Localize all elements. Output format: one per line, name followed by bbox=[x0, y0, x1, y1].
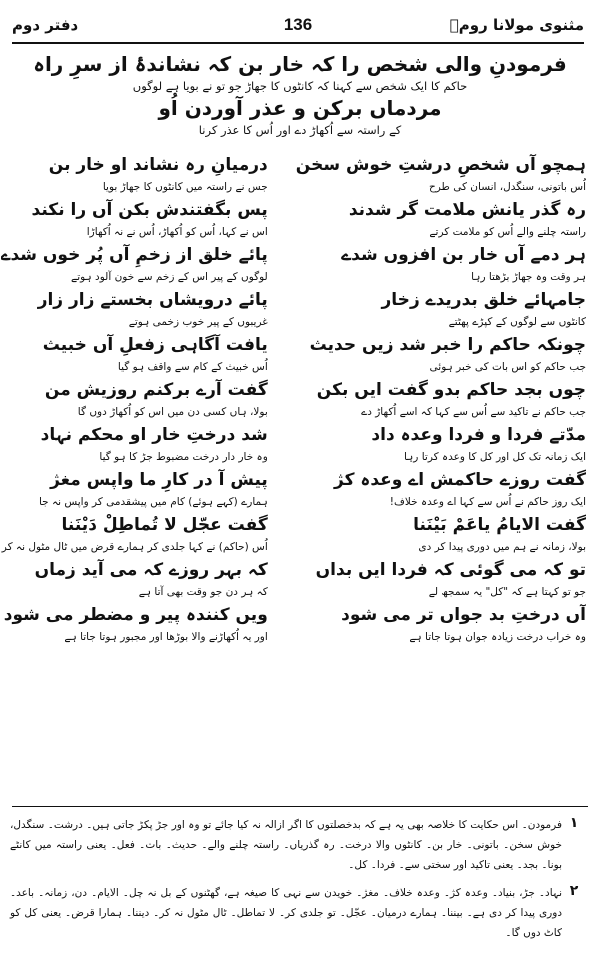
persian-verse: ہمچو آں شخصِ درشتِ خوش سخن bbox=[295, 155, 586, 175]
right-column bbox=[296, 152, 586, 647]
page-number: 136 bbox=[283, 15, 313, 34]
urdu-translation: اس نے کہا، اُس کو اُکھاڑ، اُس نے نہ اُکھاڑا bbox=[86, 226, 268, 238]
urdu-translation: اُس خبیث کے کام سے واقف ہو گیا bbox=[117, 361, 268, 373]
urdu-translation: وہ خار دار درخت مضبوط جڑ کا ہو گیا bbox=[99, 451, 268, 463]
persian-verse: پس بگفتندش بکن آں را نکند bbox=[31, 200, 268, 220]
urdu-translation: وہ خراب درخت زیادہ جوان ہوتا جاتا ہے bbox=[409, 631, 586, 643]
footnote-text: نہاد۔ جڑ، بنیاد۔ وعدہ کژ۔ وعدہ خلاف۔ مغژ۔ خویدن سے نہی کا صیغہ ہے، گھٹنوں کے بل نہ چل۔ الایام۔ دن، زمانہ۔ باعد۔ دوری پیدا کر دی ہے۔ بیننا۔ ہمارے درمیان۔ عجّل۔ تو جلدی کر۔ لا تماطل۔ ٹال مٹول نہ کر۔ دیننا۔ ہمارا قرض۔ یعنی کل کو کاٹ دوں گا۔ bbox=[10, 887, 562, 939]
couplet bbox=[1, 197, 268, 241]
footnote-text: فرمودن۔ اس حکایت کا خلاصہ بھی یہ ہے کہ بدخصلتوں کا اگر ازالہ نہ کیا جائے تو وہ اور جڑ پکڑ جاتی ہیں۔ درشت۔ سنگدل، خوش سخن۔ باتونی۔ خار بن۔ کانٹوں والا درخت۔ رہ گذریاں۔ راستہ چلنے والے۔ حدیث۔ بات۔ فعل۔ یعنی راستہ میں کانٹے بونا۔ بجد۔ یعنی تاکید اور سختی سے۔ فردا۔ کل۔ bbox=[10, 819, 562, 871]
persian-verse: آں درختِ بد جواں تر می شود bbox=[341, 605, 586, 625]
couplet bbox=[296, 152, 586, 196]
couplet bbox=[296, 512, 586, 556]
couplet bbox=[1, 557, 268, 601]
couplet bbox=[1, 332, 268, 376]
running-header bbox=[12, 8, 584, 44]
persian-verse: ویں کنندہ پیر و مضطر می شود bbox=[3, 605, 268, 625]
urdu-translation: ہر وقت وہ جھاڑ بڑھتا رہا bbox=[471, 271, 586, 283]
couplet bbox=[296, 557, 586, 601]
couplet bbox=[1, 242, 268, 286]
urdu-translation: جب حاکم کو اس بات کی خبر ہوئی bbox=[429, 361, 586, 373]
couplet bbox=[296, 242, 586, 286]
urdu-translation: اور یہ اُکھاڑنے والا بوڑھا اور مجبور ہوتا جاتا ہے bbox=[64, 631, 268, 643]
couplet bbox=[1, 377, 268, 421]
persian-verse: جامہائے خلق بدریدے زخار bbox=[381, 290, 586, 310]
persian-verse: پیش آ در کارِ ما واپس مغژ bbox=[50, 470, 268, 490]
urdu-translation: راستہ چلنے والے اُس کو ملامت کرتے bbox=[429, 226, 586, 238]
urdu-translation: اُس باتونی، سنگدل، انسان کی طرح bbox=[428, 181, 586, 193]
persian-verse: درمیانِ رہ نشاند او خار بن bbox=[48, 155, 268, 175]
persian-verse: چونکہ حاکم را خبر شد زیں حدیث bbox=[309, 335, 586, 355]
urdu-translation: جب حاکم نے تاکید سے اُس سے کہا کہ اسے اُکھاڑ دے bbox=[361, 406, 586, 418]
heading-verse: فرمودنِ والی شخص را کہ خار بن کہ نشاندۂ از سرِ راہ bbox=[33, 52, 567, 76]
verse-columns bbox=[0, 152, 586, 647]
section-heading bbox=[20, 50, 580, 138]
urdu-translation: بولا، زمانہ نے ہم میں دوری پیدا کر دی bbox=[418, 541, 586, 553]
persian-verse: شد درختِ خار او محکم نہاد bbox=[40, 425, 268, 445]
book-title: مثنوی مولانا رومؒ bbox=[449, 16, 584, 34]
footnote bbox=[10, 815, 586, 875]
couplet bbox=[296, 287, 586, 331]
footnote-divider bbox=[12, 806, 588, 807]
urdu-translation: اُس (حاکم) نے کہا جلدی کر ہمارے قرض میں ٹال مٹول نہ کر bbox=[1, 541, 268, 553]
couplet bbox=[1, 287, 268, 331]
couplet bbox=[1, 467, 268, 511]
couplet bbox=[296, 467, 586, 511]
urdu-translation: کانٹوں سے لوگوں کے کپڑے پھٹتے bbox=[448, 316, 586, 328]
footnote-number: ۱ bbox=[569, 815, 579, 831]
persian-verse: گفت عجّل لا تُماطِلْ دَیْنَنا bbox=[61, 515, 268, 535]
urdu-translation: ایک زمانہ تک کل اور کل کا وعدہ کرتا رہا bbox=[403, 451, 586, 463]
urdu-translation: ہمارے (کہے ہوئے) کام میں پیشقدمی کر واپس نہ جا bbox=[38, 496, 268, 508]
persian-verse: پائے خلق از زخمِ آں پُر خوں شدے bbox=[0, 245, 268, 265]
persian-verse: گفت آرے برکنم روزیش من bbox=[44, 380, 268, 400]
couplet bbox=[1, 152, 268, 196]
persian-verse: مدّتے فردا و فردا وعدہ داد bbox=[371, 425, 586, 445]
couplet bbox=[296, 377, 586, 421]
heading-translation: کے راستہ سے اُکھاڑ دے اور اُس کا عذر کرنا bbox=[198, 123, 402, 137]
persian-verse: تو کہ می گوئی کہ فردا ایں بداں bbox=[315, 560, 586, 580]
heading-translation: حاکم کا ایک شخص سے کہنا کہ کانٹوں کا جھاڑ جو تو نے بویا ہے لوگوں bbox=[132, 79, 468, 93]
urdu-translation: لوگوں کے پیر اس کے زخم سے خون آلود ہوتے bbox=[71, 271, 268, 283]
urdu-translation: بولا، ہاں کسی دن میں اس کو اُکھاڑ دوں گا bbox=[77, 406, 268, 418]
urdu-translation: غریبوں کے پیر خوب زخمی ہوتے bbox=[128, 316, 268, 328]
urdu-translation: جو تو کہتا ہے کہ "کل" یہ سمجھ لے bbox=[428, 586, 586, 598]
couplet bbox=[296, 602, 586, 646]
persian-verse: گفت الایامُ یاعَمْ بَیْنَنا bbox=[413, 515, 586, 535]
couplet bbox=[296, 197, 586, 241]
heading-verse: مردماں برکن و عذر آوردن اُو bbox=[158, 96, 442, 120]
urdu-translation: جس نے راستہ میں کانٹوں کا جھاڑ بویا bbox=[102, 181, 268, 193]
left-column bbox=[1, 152, 268, 647]
couplet bbox=[296, 332, 586, 376]
footnote-number: ۲ bbox=[569, 883, 579, 899]
persian-verse: رہ گذر یانش ملامت گر شدند bbox=[348, 200, 586, 220]
couplet bbox=[1, 512, 268, 556]
couplet bbox=[1, 602, 268, 646]
footnote bbox=[10, 883, 586, 943]
couplet bbox=[296, 422, 586, 466]
persian-verse: گفت روزے حاکمش اے وعدہ کژ bbox=[334, 470, 586, 490]
persian-verse: ہر دمے آں خار بن افزوں شدے bbox=[341, 245, 586, 265]
persian-verse: چوں بجد حاکم بدو گفت ایں بکن bbox=[316, 380, 586, 400]
footnotes bbox=[10, 815, 586, 951]
section-title: دفتر دوم bbox=[12, 16, 79, 34]
urdu-translation: کہ ہر دن جو وقت بھی آتا ہے bbox=[138, 586, 268, 598]
urdu-translation: ایک روز حاکم نے اُس سے کہا اے وعدہ خلاف! bbox=[389, 496, 586, 508]
persian-verse: یافت آگاہی زفعلِ آں خبیث bbox=[42, 335, 268, 355]
couplet bbox=[1, 422, 268, 466]
persian-verse: کہ بہر روزے کہ می آید زماں bbox=[34, 560, 268, 580]
persian-verse: پائے درویشاں بخستے زار زار bbox=[37, 290, 268, 310]
